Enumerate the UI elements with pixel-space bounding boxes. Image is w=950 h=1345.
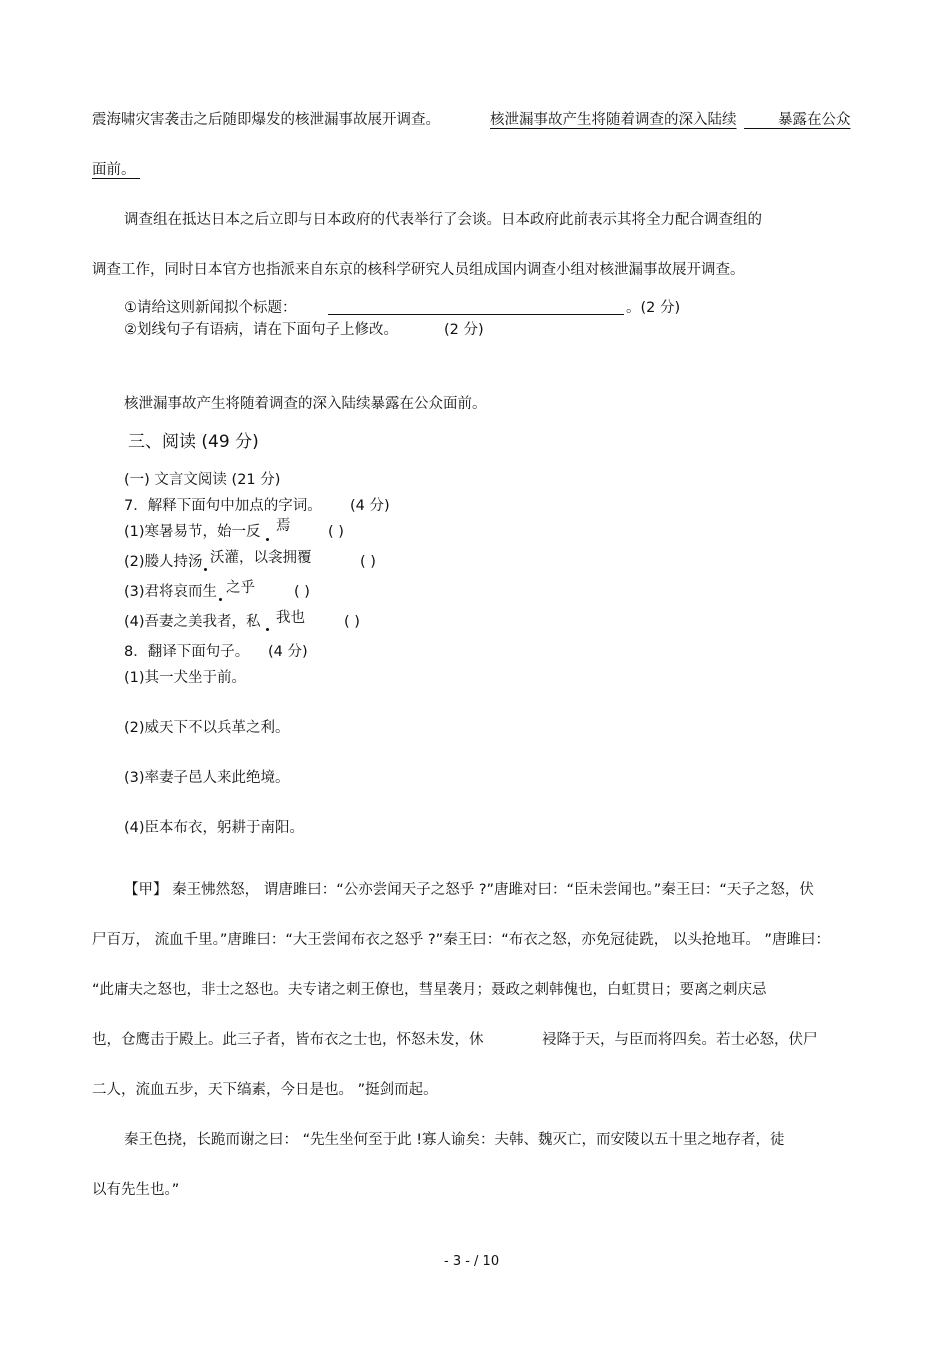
passage-line: 祲降于天，与臣而将四矣。若士必怒，伏尸 bbox=[542, 1032, 818, 1048]
question-8: 8．翻译下面句子。 bbox=[124, 644, 250, 660]
passage-line: 也，仓鹰击于殿上。此三子者，皆布衣之士也，怀怒未发，休 bbox=[92, 1032, 484, 1048]
passage-line: 秦王色挠，长跪而谢之曰： “先生坐何至于此 !寡人谕矣：夫韩、魏灭亡，而安陵以五十里之地存者，徒 bbox=[124, 1132, 785, 1148]
underlined-sentence: 面前。 bbox=[92, 162, 136, 178]
q7-word: 焉 bbox=[276, 518, 291, 534]
subsection-heading: (一) 文言文阅读 (21 分) bbox=[124, 472, 281, 488]
q7-word: 沃灌，以衾拥覆 bbox=[210, 550, 312, 566]
underlined-sentence: 核泄漏事故产生将随着调查的深入陆续 bbox=[490, 112, 737, 128]
emphasis-dot bbox=[266, 538, 269, 541]
q7-word: 之乎 bbox=[226, 580, 255, 596]
q7-paren: ( ) bbox=[344, 614, 360, 630]
question-7-points: (4 分) bbox=[350, 498, 390, 514]
question-1: ①请给这则新闻拟个标题： bbox=[124, 300, 297, 316]
emphasis-dot bbox=[204, 568, 207, 571]
q7-paren: ( ) bbox=[294, 584, 310, 600]
sentence-to-correct: 核泄漏事故产生将随着调查的深入陆续暴露在公众面前。 bbox=[124, 396, 487, 412]
question-7: 7．解释下面句中加点的字词。 bbox=[124, 498, 322, 514]
underlined-sentence: 暴露在公众 bbox=[778, 112, 851, 128]
passage-line: 二人，流血五步，天下缟素，今日是也。 ”挺剑而起。 bbox=[92, 1082, 438, 1098]
q7-item: (1)寒暑易节，始一反 bbox=[124, 524, 261, 540]
paragraph-line: 调查组在抵达日本之后立即与日本政府的代表举行了会谈。日本政府此前表示其将全力配合调查组的 bbox=[124, 212, 762, 228]
answer-blank[interactable] bbox=[328, 314, 624, 315]
q7-item: (4)吾妻之美我者，私 bbox=[124, 614, 261, 630]
emphasis-dot bbox=[219, 598, 222, 601]
underline-gap bbox=[744, 128, 780, 129]
q8-item: (3)率妻子邑人来此绝境。 bbox=[124, 770, 290, 786]
section-heading: 三、阅读 (49 分) bbox=[128, 432, 259, 452]
question-1-points: 。(2 分) bbox=[626, 300, 681, 316]
q7-item: (2)媵人持汤 bbox=[124, 554, 203, 570]
q7-word: 我也 bbox=[276, 610, 305, 626]
underline-tail bbox=[130, 178, 140, 179]
question-2-points: (2 分) bbox=[444, 322, 484, 338]
q7-paren: ( ) bbox=[360, 554, 376, 570]
text-line: 震海啸灾害袭击之后随即爆发的核泄漏事故展开调查。 bbox=[92, 112, 440, 128]
q8-item: (2)威天下不以兵革之利。 bbox=[124, 720, 290, 736]
q8-item: (4)臣本布衣，躬耕于南阳。 bbox=[124, 820, 305, 836]
question-8-points: (4 分) bbox=[268, 644, 308, 660]
passage-line: “此庸夫之怒也，非士之怒也。夫专诸之刺王僚也，彗星袭月；聂政之刺韩傀也，白虹贯日；要离之刺庆忌 bbox=[92, 982, 767, 998]
passage-line: 【甲】 秦王怫然怒， 谓唐雎曰：“公亦尝闻天子之怒乎 ?”唐雎对曰：“臣未尝闻也。”秦王曰：“天子之怒，伏 bbox=[124, 882, 814, 898]
q7-paren: ( ) bbox=[328, 524, 344, 540]
passage-line: 以有先生也。” bbox=[92, 1182, 180, 1198]
paragraph-line: 调查工作，同时日本官方也指派来自东京的核科学研究人员组成国内调查小组对核泄漏事故展开调查。 bbox=[92, 262, 745, 278]
passage-line: 尸百万， 流血千里。”唐雎曰：“大王尝闻布衣之怒乎 ?”秦王曰：“布衣之怒，亦免冠徒跣， 以头抢地耳。 ”唐雎曰： bbox=[92, 932, 830, 948]
emphasis-dot bbox=[266, 628, 269, 631]
q8-item: (1)其一犬坐于前。 bbox=[124, 670, 247, 686]
q7-item: (3)君将哀而生 bbox=[124, 584, 218, 600]
page-number: - 3 - / 10 bbox=[444, 1254, 500, 1269]
question-2: ②划线句子有语病，请在下面句子上修改。 bbox=[124, 322, 398, 338]
